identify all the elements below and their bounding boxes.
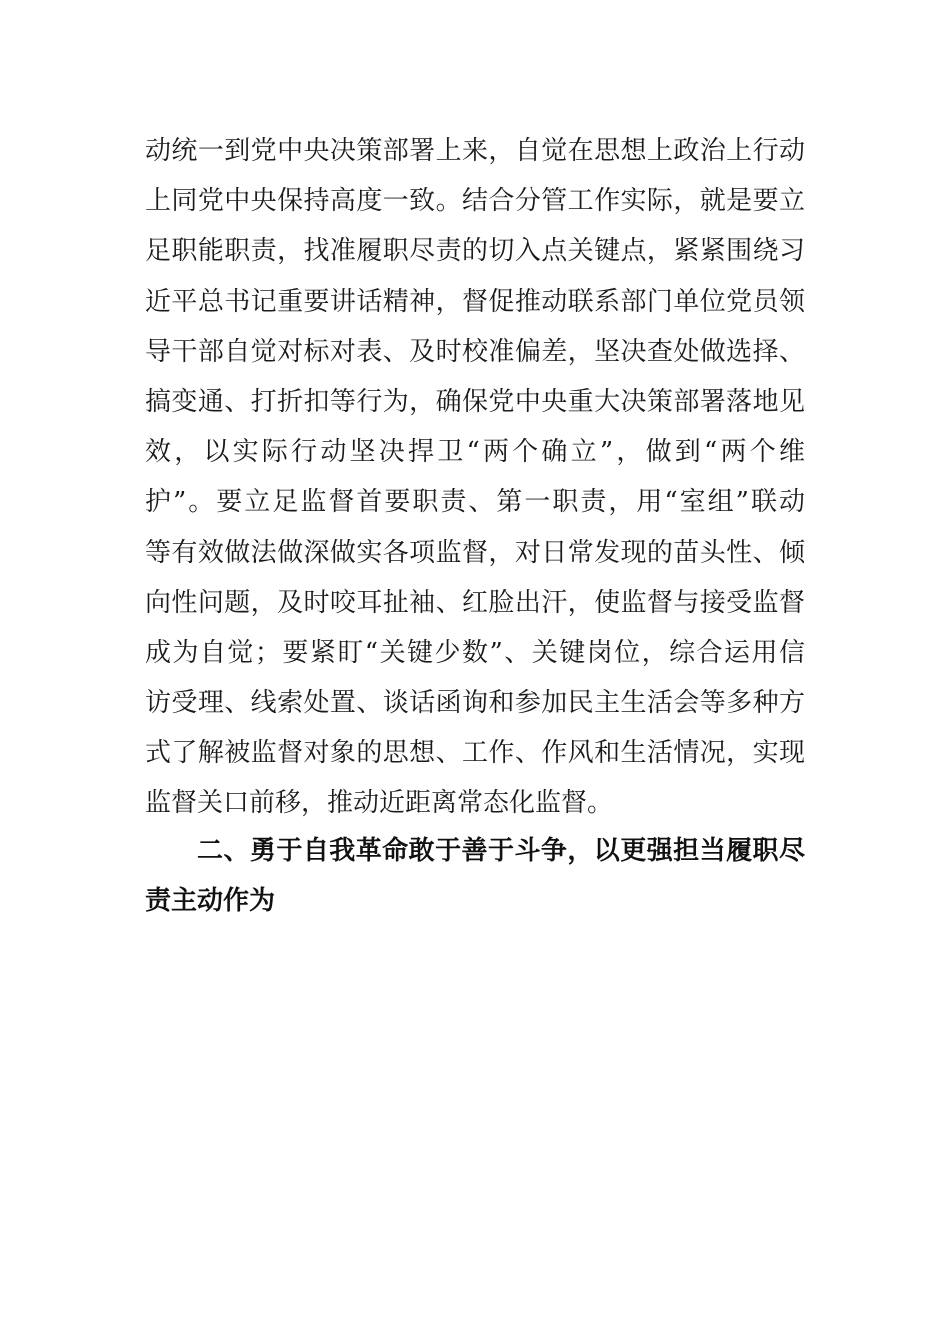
paragraph-line: 导干部自觉对标对表、及时校准偏差，坚决查处做选择、: [145, 336, 805, 367]
paragraph-line: 足职能职责，找准履职尽责的切入点关键点，紧紧围绕习: [145, 236, 805, 267]
paragraph-line: 向性问题，及时咬耳扯袖、红脸出汗，使监督与接受监督: [145, 587, 805, 618]
heading-line: 责主动作为: [145, 886, 276, 917]
paragraph-line: 等有效做法做深做实各项监督，对日常发现的苗头性、倾: [145, 537, 805, 568]
paragraph-line: 动统一到党中央决策部署上来，自觉在思想上政治上行动: [145, 136, 805, 166]
paragraph-line: 上同党中央保持高度一致。结合分管工作实际，就是要立: [145, 186, 805, 217]
paragraph-line: 近平总书记重要讲话精神，督促推动联系部门单位党员领: [145, 286, 805, 317]
paragraph-line: 式了解被监督对象的思想、工作、作风和生活情况，实现: [145, 738, 805, 769]
section-heading: [145, 826, 805, 926]
paragraph-line: 搞变通、打折扣等行为，确保党中央重大决策部署落地见: [145, 386, 805, 417]
paragraph-line: 效，以实际行动坚决捍卫“两个确立”，做到“两个维: [145, 437, 805, 468]
body-paragraph: [145, 126, 805, 829]
paragraph-line: 成为自觉；要紧盯“关键少数”、关键岗位，综合运用信: [145, 637, 805, 668]
paragraph-line: 护”。要立足监督首要职责、第一职责，用“室组”联动: [145, 487, 805, 518]
paragraph-line: 访受理、线索处置、谈话函询和参加民主生活会等多种方: [145, 688, 805, 719]
paragraph-line: 监督关口前移，推动近距离常态化监督。: [145, 788, 614, 819]
heading-line: 二、勇于自我革命敢于善于斗争，以更强担当履职尽: [197, 836, 805, 866]
